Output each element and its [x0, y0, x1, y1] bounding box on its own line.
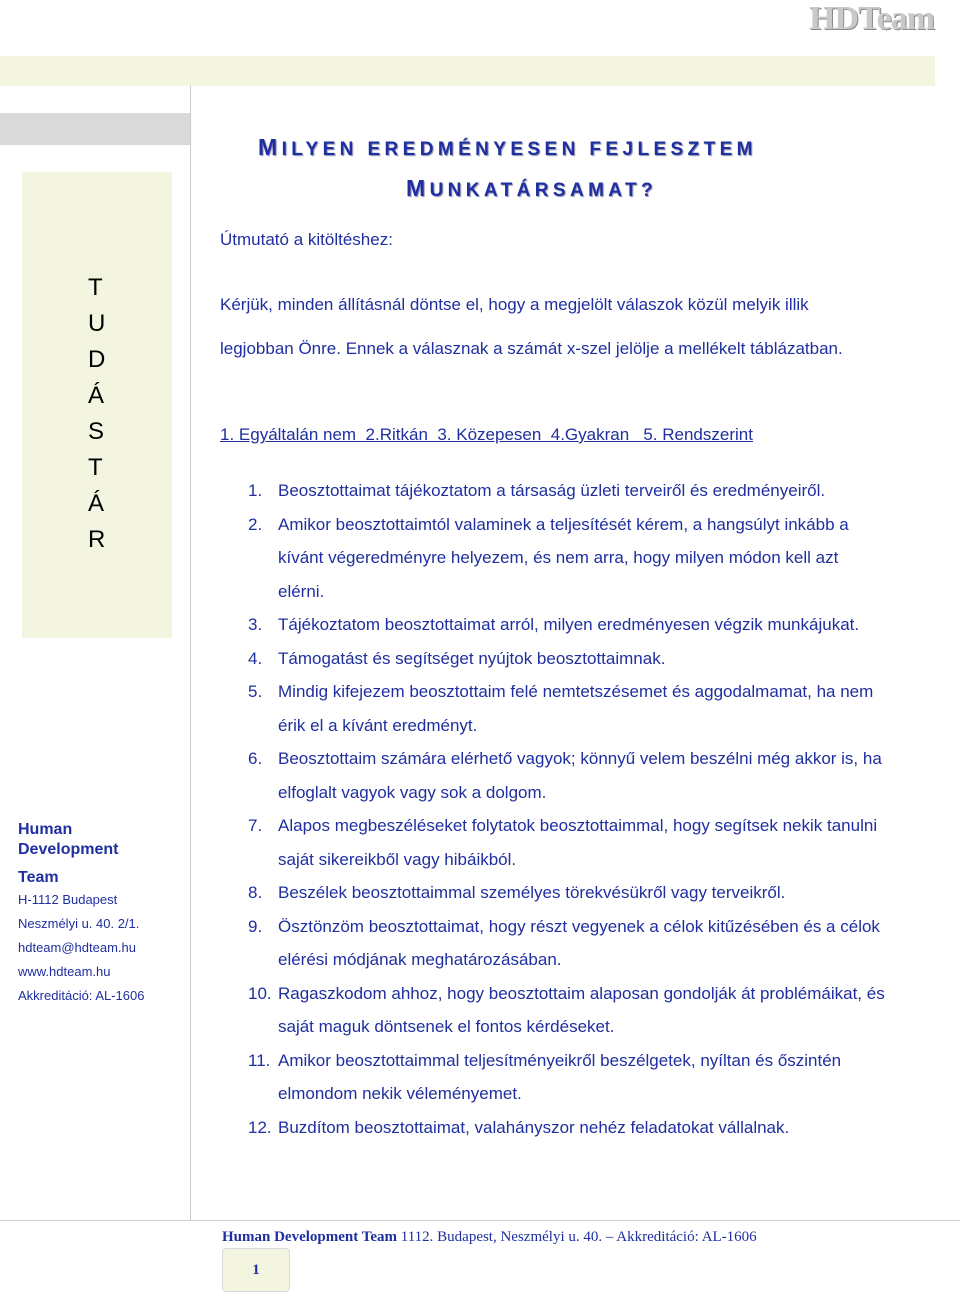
org-name-line-3: Team: [18, 869, 59, 886]
statement-number: 5.: [248, 682, 263, 701]
top-band: [0, 56, 935, 86]
left-header-band: [0, 113, 190, 145]
website-link[interactable]: www.hdteam.hu: [18, 964, 111, 979]
vertical-label: [88, 270, 118, 558]
title-line-1: MILYEN EREDMÉNYESEN FEJLESZTEM: [258, 134, 757, 160]
statement-number: 12.: [248, 1117, 272, 1137]
instructions-text: Kérjük, minden állításnál döntse el, hogy a megjelölt válaszok közül melyik illik legjobban Önre. Ennek a válasznak a számát x-szel jelölje a mellékelt táblázatban.: [220, 295, 843, 358]
vertical-letter: D: [88, 346, 106, 373]
statement-item: [248, 876, 888, 910]
accreditation: Akkreditáció: AL-1606: [18, 988, 145, 1003]
statement-number: 7.: [248, 816, 263, 835]
footer-address: 1112. Budapest, Neszmélyi u. 40. – Akkreditáció: AL-1606: [397, 1229, 757, 1245]
org-name-line-2: Development: [18, 841, 119, 858]
vertical-letter: T: [88, 274, 103, 301]
statement-text: Beosztottaim számára elérhető vagyok; könnyű velem beszélni még akkor is, ha elfoglalt vagyok vagy sok a dolgom.: [278, 749, 882, 802]
statement-text: Beszélek beosztottaimmal személyes törekvésükről vagy terveikről.: [278, 883, 786, 902]
statement-item: [248, 608, 888, 642]
statement-text: Mindig kifejezem beosztottaim felé nemtetszésemet és aggodalmamat, ha nem érik el a kívánt eredményt.: [278, 682, 874, 735]
rating-scale: 1. Egyáltalán nem 2.Ritkán 3. Közepesen 4.Gyakran 5. Rendszerint: [220, 425, 753, 444]
hdteam-logo: HDTeam: [809, 0, 934, 37]
statement-number: 2.: [248, 514, 263, 534]
statement-text: Amikor beosztottaimmal teljesítményeikről beszélgetek, nyíltan és őszintén elmondom nekik véleményemet.: [278, 1050, 842, 1103]
page-title: [258, 128, 898, 210]
footer-org: Human Development Team: [222, 1229, 398, 1245]
statement-number: 8.: [248, 883, 263, 902]
statement-number: 1.: [248, 481, 263, 500]
statement-item: [248, 1111, 888, 1145]
footer-text: [222, 1229, 757, 1246]
title-line-2: MUNKATÁRSAMAT?: [406, 175, 658, 201]
statement-item: [248, 1044, 888, 1111]
statement-number: 11.: [248, 1050, 271, 1070]
vertical-letter: S: [88, 418, 105, 445]
contact-block: [18, 820, 188, 1008]
email-link[interactable]: hdteam@hdteam.hu: [18, 940, 136, 955]
address-line-2: Neszmélyi u. 40. 2/1.: [18, 916, 140, 931]
statement-item: [248, 809, 888, 876]
statement-number: 4.: [248, 648, 263, 668]
statement-item: [248, 508, 888, 609]
instructions-heading: Útmutató a kitöltéshez:: [220, 230, 393, 249]
statement-number: 10.: [248, 983, 272, 1003]
statement-number: 6.: [248, 749, 263, 768]
vertical-letter: T: [88, 454, 103, 481]
statement-list: [248, 474, 888, 1144]
vertical-divider: [190, 86, 191, 1221]
vertical-letter: Á: [88, 490, 105, 517]
statement-text: Támogatást és segítséget nyújtok beosztottaimnak.: [278, 648, 666, 668]
vertical-letter: R: [88, 526, 106, 553]
footer-divider: [0, 1220, 960, 1221]
statement-number: 3.: [248, 615, 263, 634]
statement-item: [248, 642, 888, 676]
statement-item: [248, 474, 888, 508]
statement-text: Tájékoztatom beosztottaimat arról, milyen eredményesen végzik munkájukat.: [278, 615, 860, 634]
statement-text: Buzdítom beosztottaimat, valahányszor nehéz feladatokat vállalnak.: [278, 1117, 790, 1137]
vertical-letter: Á: [88, 382, 105, 409]
page-number: 1: [222, 1248, 290, 1292]
statement-item: [248, 910, 888, 977]
statement-text: Beosztottaimat tájékoztatom a társaság üzleti terveiről és eredményeiről.: [278, 481, 826, 500]
statement-number: 9.: [248, 916, 263, 936]
statement-item: [248, 675, 888, 742]
vertical-letter: U: [88, 310, 106, 337]
statement-item: [248, 977, 888, 1044]
statement-text: Amikor beosztottaimtól valaminek a teljesítését kérem, a hangsúlyt inkább a kívánt végeredményre helyezem, és nem arra, hogy milyen módon kell azt elérni.: [278, 514, 849, 601]
statement-text: Alapos megbeszéléseket folytatok beosztottaimmal, hogy segítsek nekik tanulni saját sikereikből vagy hibáikból.: [278, 816, 878, 869]
statement-text: Ösztönzöm beosztottaimat, hogy részt vegyenek a célok kitűzésében és a célok elérési módjának meghatározásában.: [278, 916, 880, 969]
address-line-1: H-1112 Budapest: [18, 892, 118, 907]
statement-item: [248, 742, 888, 809]
org-name-line-1: Human: [18, 821, 73, 838]
statement-text: Ragaszkodom ahhoz, hogy beosztottaim alaposan gondolják át problémáikat, és saját maguk döntsenek el fontos kérdéseket.: [278, 983, 885, 1036]
